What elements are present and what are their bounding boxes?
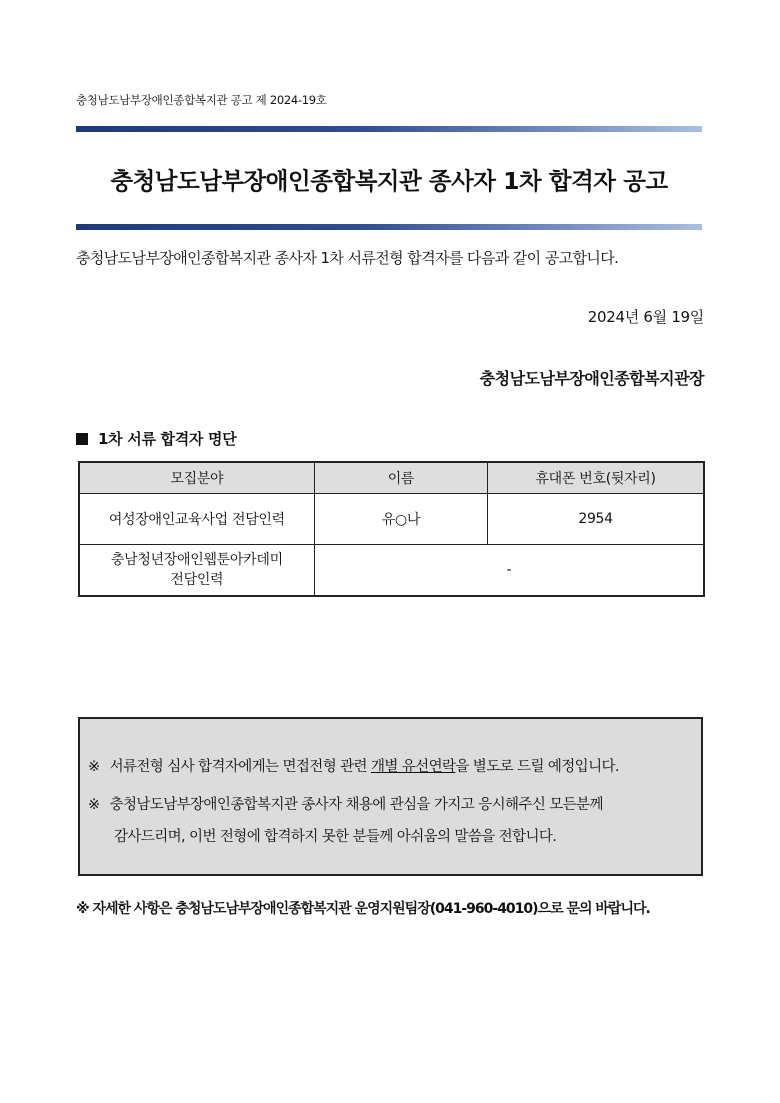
section-heading-label: 1차 서류 합격자 명단 bbox=[98, 430, 237, 448]
table-row bbox=[79, 545, 704, 597]
title-bottom-rule bbox=[76, 224, 702, 230]
notice-line-1-text-a: 서류전형 심사 합격자에게는 면접전형 관련 bbox=[109, 759, 371, 775]
square-bullet-icon bbox=[76, 433, 88, 445]
document-title: 충청남도남부장애인종합복지관 종사자 1차 합격자 공고 bbox=[110, 167, 668, 195]
announcement-date: 2024년 6월 19일 bbox=[587, 308, 704, 326]
cell-name: 유○나 bbox=[314, 494, 487, 545]
table-row bbox=[79, 494, 704, 545]
contact-footer: ※ 자세한 사항은 충청남도남부장애인종합복지관 운영지원팀장(041-960-4010)으로 문의 바랍니다. bbox=[76, 901, 650, 917]
document-reference-number: 충청남도남부장애인종합복지관 공고 제 2024-19호 bbox=[76, 93, 327, 107]
notice-line-2 bbox=[88, 793, 603, 814]
column-header-name: 이름 bbox=[314, 462, 487, 494]
notice-box bbox=[78, 717, 703, 876]
column-header-field: 모집분야 bbox=[79, 462, 314, 494]
cell-phone: 2954 bbox=[488, 494, 704, 545]
notice-line-3: 감사드리며, 이번 전형에 합격하지 못한 분들께 아쉬움의 말씀을 전합니다. bbox=[114, 829, 557, 845]
notice-line-1-underlined: 개별 유선연락 bbox=[370, 759, 456, 775]
intro-text: 충청남도남부장애인종합복지관 종사자 1차 서류전형 합격자를 다음과 같이 공고합니다. bbox=[76, 249, 619, 267]
reference-mark-icon: ※ bbox=[88, 797, 100, 813]
reference-mark-icon: ※ bbox=[88, 759, 100, 775]
notice-line-1 bbox=[88, 755, 619, 776]
notice-line-2-text: 충청남도남부장애인종합복지관 종사자 채용에 관심을 가지고 응시해주신 모든분께 bbox=[109, 797, 603, 813]
passer-list-table bbox=[78, 461, 705, 597]
cell-merged-empty: - bbox=[314, 545, 704, 597]
title-top-rule bbox=[76, 126, 702, 132]
column-header-phone: 휴대폰 번호(뒷자리) bbox=[488, 462, 704, 494]
section-heading bbox=[76, 428, 236, 449]
cell-field: 여성장애인교육사업 전담인력 bbox=[79, 494, 314, 545]
table-header-row bbox=[79, 462, 704, 494]
signer-name: 충청남도남부장애인종합복지관장 bbox=[479, 369, 704, 388]
cell-field-line2: 전담인력 bbox=[170, 572, 224, 588]
cell-field-line1: 충남청년장애인웹툰아카데미 bbox=[110, 552, 283, 568]
cell-field bbox=[79, 545, 314, 597]
notice-line-1-text-b: 을 별도로 드릴 예정입니다. bbox=[455, 759, 619, 775]
